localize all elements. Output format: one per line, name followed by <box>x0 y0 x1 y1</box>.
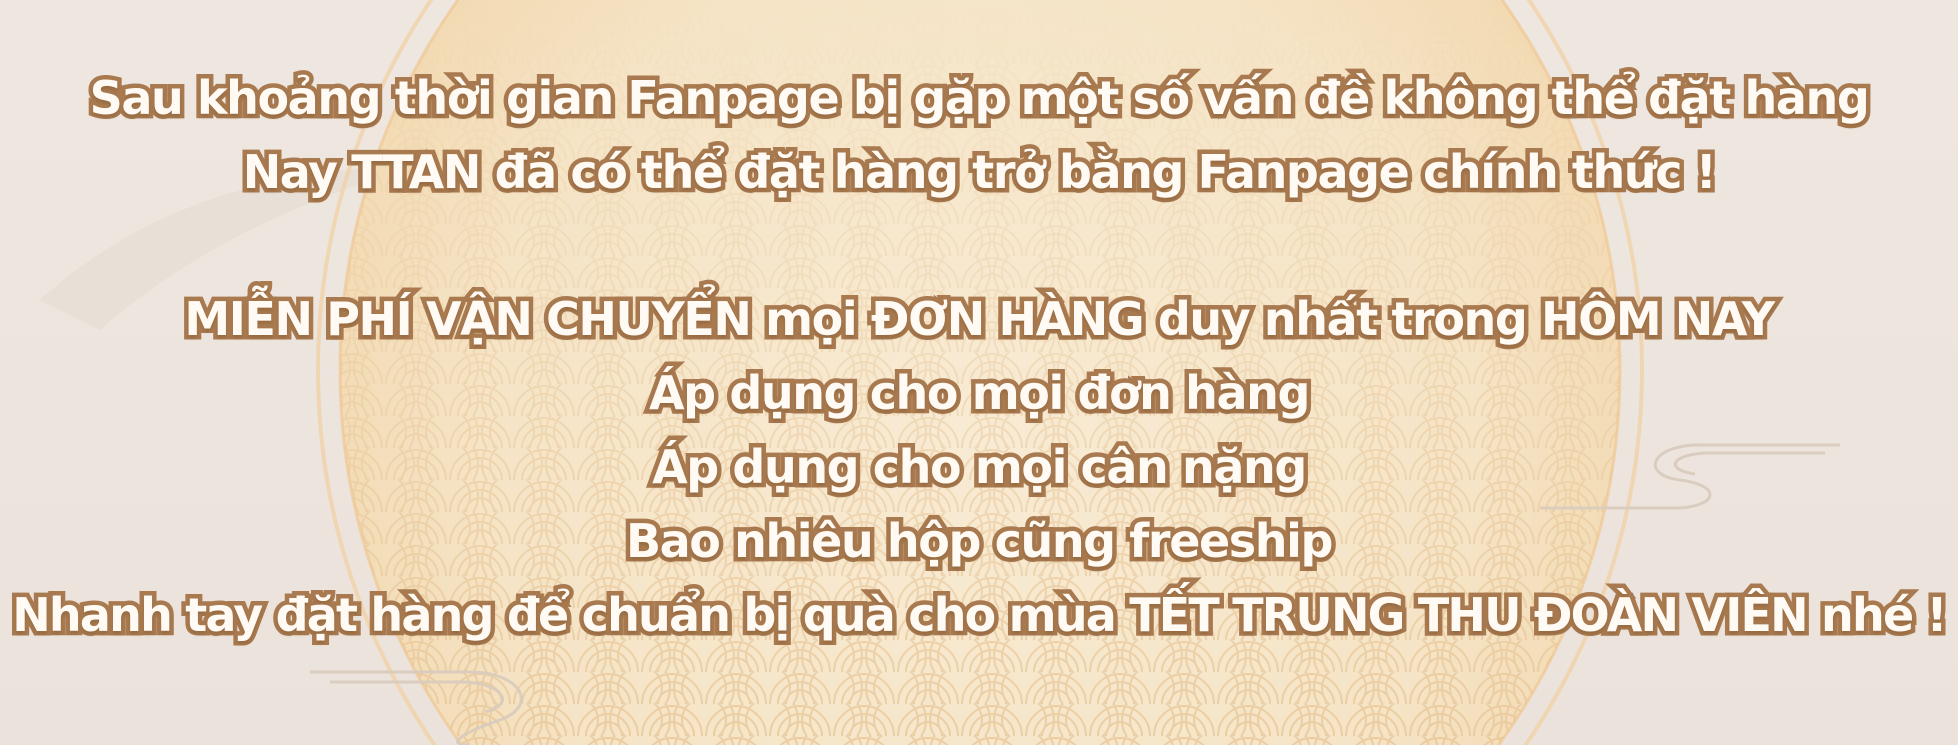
announcement-line-all-orders: Áp dụng cho mọi đơn hàng <box>648 366 1310 420</box>
announcement-line-intro: Sau khoảng thời gian Fanpage bị gặp một số vấn đề không thể đặt hàng <box>89 71 1869 125</box>
announcement-line-freeship-boxes: Bao nhiêu hộp cũng freeship <box>625 514 1333 568</box>
announcement-line-free-shipping: MIỄN PHÍ VẬN CHUYỂN mọi ĐƠN HÀNG duy nhất trong HÔM NAY <box>184 292 1774 346</box>
announcement-line-resumed: Nay TTAN đã có thể đặt hàng trở bằng Fanpage chính thức ! <box>242 145 1716 199</box>
announcement-line-call-to-action: Nhanh tay đặt hàng để chuẩn bị quà cho mùa TẾT TRUNG THU ĐOÀN VIÊN nhé ! <box>12 588 1946 642</box>
announcement-line-all-weights: Áp dụng cho mọi cân nặng <box>652 440 1306 494</box>
